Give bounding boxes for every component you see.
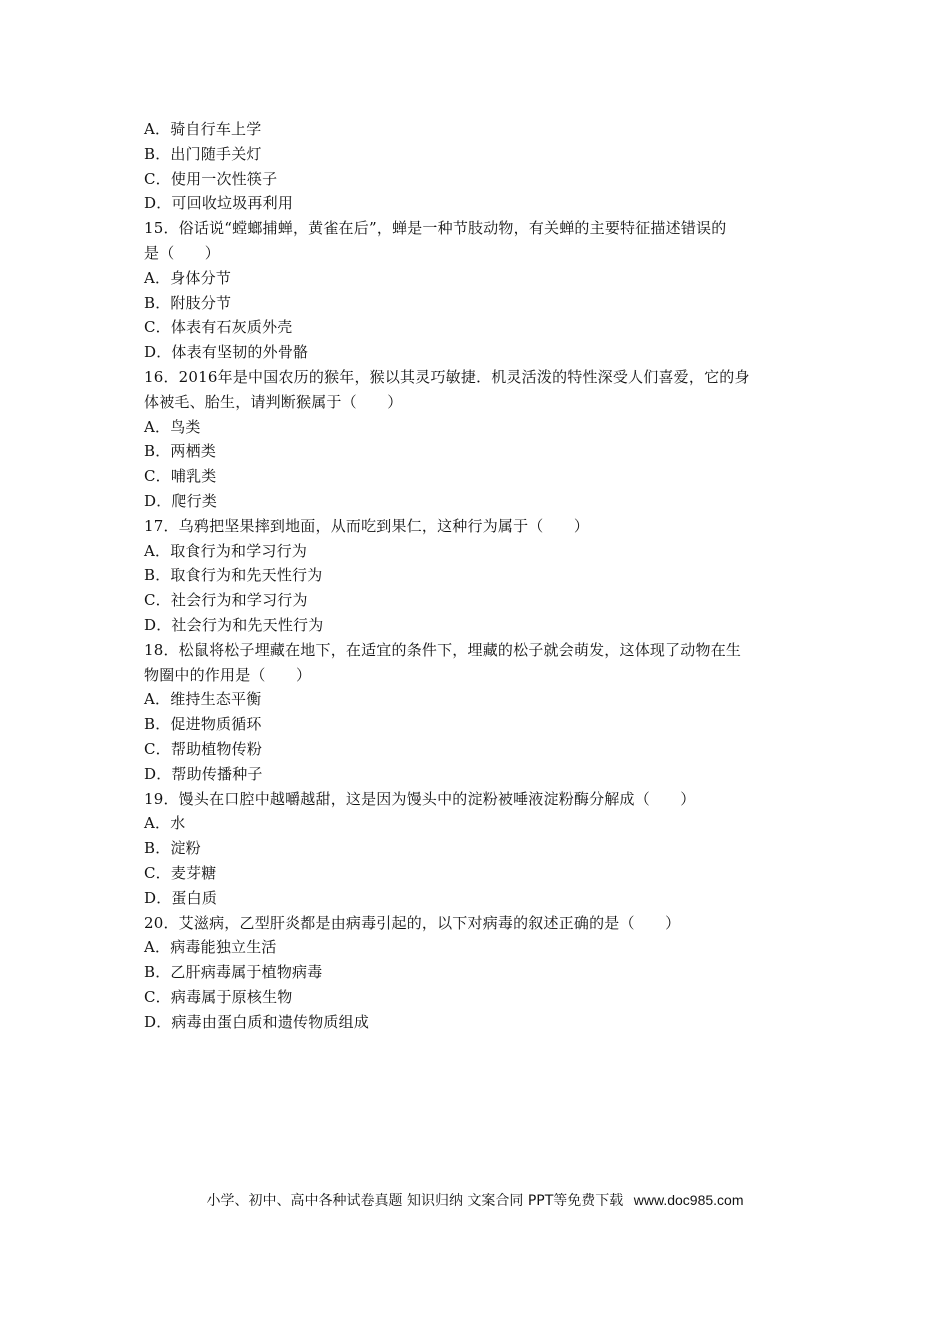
question-stem: 15．俗话说“螳螂捕蝉，黄雀在后”，蝉是一种节肢动物，有关蝉的主要特征描述错误的	[144, 219, 727, 238]
option-d: D．爬行类	[144, 491, 218, 510]
question-stem: 16．2016年是中国农历的猴年，猴以其灵巧敏捷．机灵活泼的特性深受人们喜爱，它的身	[144, 367, 750, 386]
option-b: B．取食行为和先天性行为	[144, 566, 323, 585]
question-15	[144, 216, 814, 365]
option-c: C．麦芽糖	[144, 863, 217, 882]
question-19	[144, 787, 814, 911]
footer-text: 小学、初中、高中各种试卷真题 知识归纳 文案合同 PPT等免费下载	[206, 1193, 624, 1209]
option-a: A．身体分节	[144, 268, 232, 287]
question-16	[144, 365, 814, 514]
option-c: C．帮助植物传粉	[144, 739, 263, 758]
option-d: D．体表有坚韧的外骨骼	[144, 343, 309, 362]
option-b: B．出门随手关灯	[144, 144, 262, 163]
option-c: C．社会行为和学习行为	[144, 591, 308, 610]
option-d: D．社会行为和先天性行为	[144, 615, 324, 634]
option-b: B．附肢分节	[144, 293, 232, 312]
question-17	[144, 514, 814, 638]
option-b: B．两栖类	[144, 442, 217, 461]
option-a: A．骑自行车上学	[144, 120, 262, 138]
question-stem: 20．艾滋病，乙型肝炎都是由病毒引起的，以下对病毒的叙述正确的是（ ）	[144, 913, 681, 932]
option-a: A．取食行为和学习行为	[144, 541, 308, 560]
option-d: D．蛋白质	[144, 888, 218, 907]
option-a: A．维持生态平衡	[144, 690, 262, 709]
question-18	[144, 638, 814, 787]
question-stem: 19．馒头在口腔中越嚼越甜，这是因为馒头中的淀粉被唾液淀粉酶分解成（ ）	[144, 789, 696, 808]
page-footer	[0, 1190, 950, 1211]
question-stem: 是（ ）	[144, 243, 221, 262]
option-c: C．使用一次性筷子	[144, 169, 278, 188]
question-stem: 体被毛、胎生，请判断猴属于（ ）	[144, 392, 403, 411]
option-d: D．帮助传播种子	[144, 764, 263, 783]
question-20	[144, 911, 814, 1035]
option-b: B．淀粉	[144, 839, 201, 858]
option-c: C．病毒属于原核生物	[144, 987, 293, 1006]
option-a: A．水	[144, 814, 186, 833]
option-c: C．体表有石灰质外壳	[144, 318, 293, 337]
question-stem: 17．乌鸦把坚果摔到地面，从而吃到果仁，这种行为属于（ ）	[144, 516, 590, 535]
option-d: D．病毒由蛋白质和遗传物质组成	[144, 1012, 370, 1031]
option-d: D．可回收垃圾再利用	[144, 194, 294, 213]
option-b: B．促进物质循环	[144, 715, 262, 734]
prev-question-options	[144, 117, 814, 216]
option-c: C．哺乳类	[144, 467, 217, 486]
option-a: A．鸟类	[144, 417, 201, 436]
option-a: A．病毒能独立生活	[144, 938, 277, 957]
footer-url[interactable]: www.doc985.com	[633, 1192, 744, 1208]
exam-content	[144, 117, 814, 1034]
question-stem: 物圈中的作用是（ ）	[144, 665, 312, 684]
option-b: B．乙肝病毒属于植物病毒	[144, 963, 323, 982]
question-stem: 18．松鼠将松子埋藏在地下，在适宜的条件下，埋藏的松子就会萌发，这体现了动物在生	[144, 640, 742, 659]
